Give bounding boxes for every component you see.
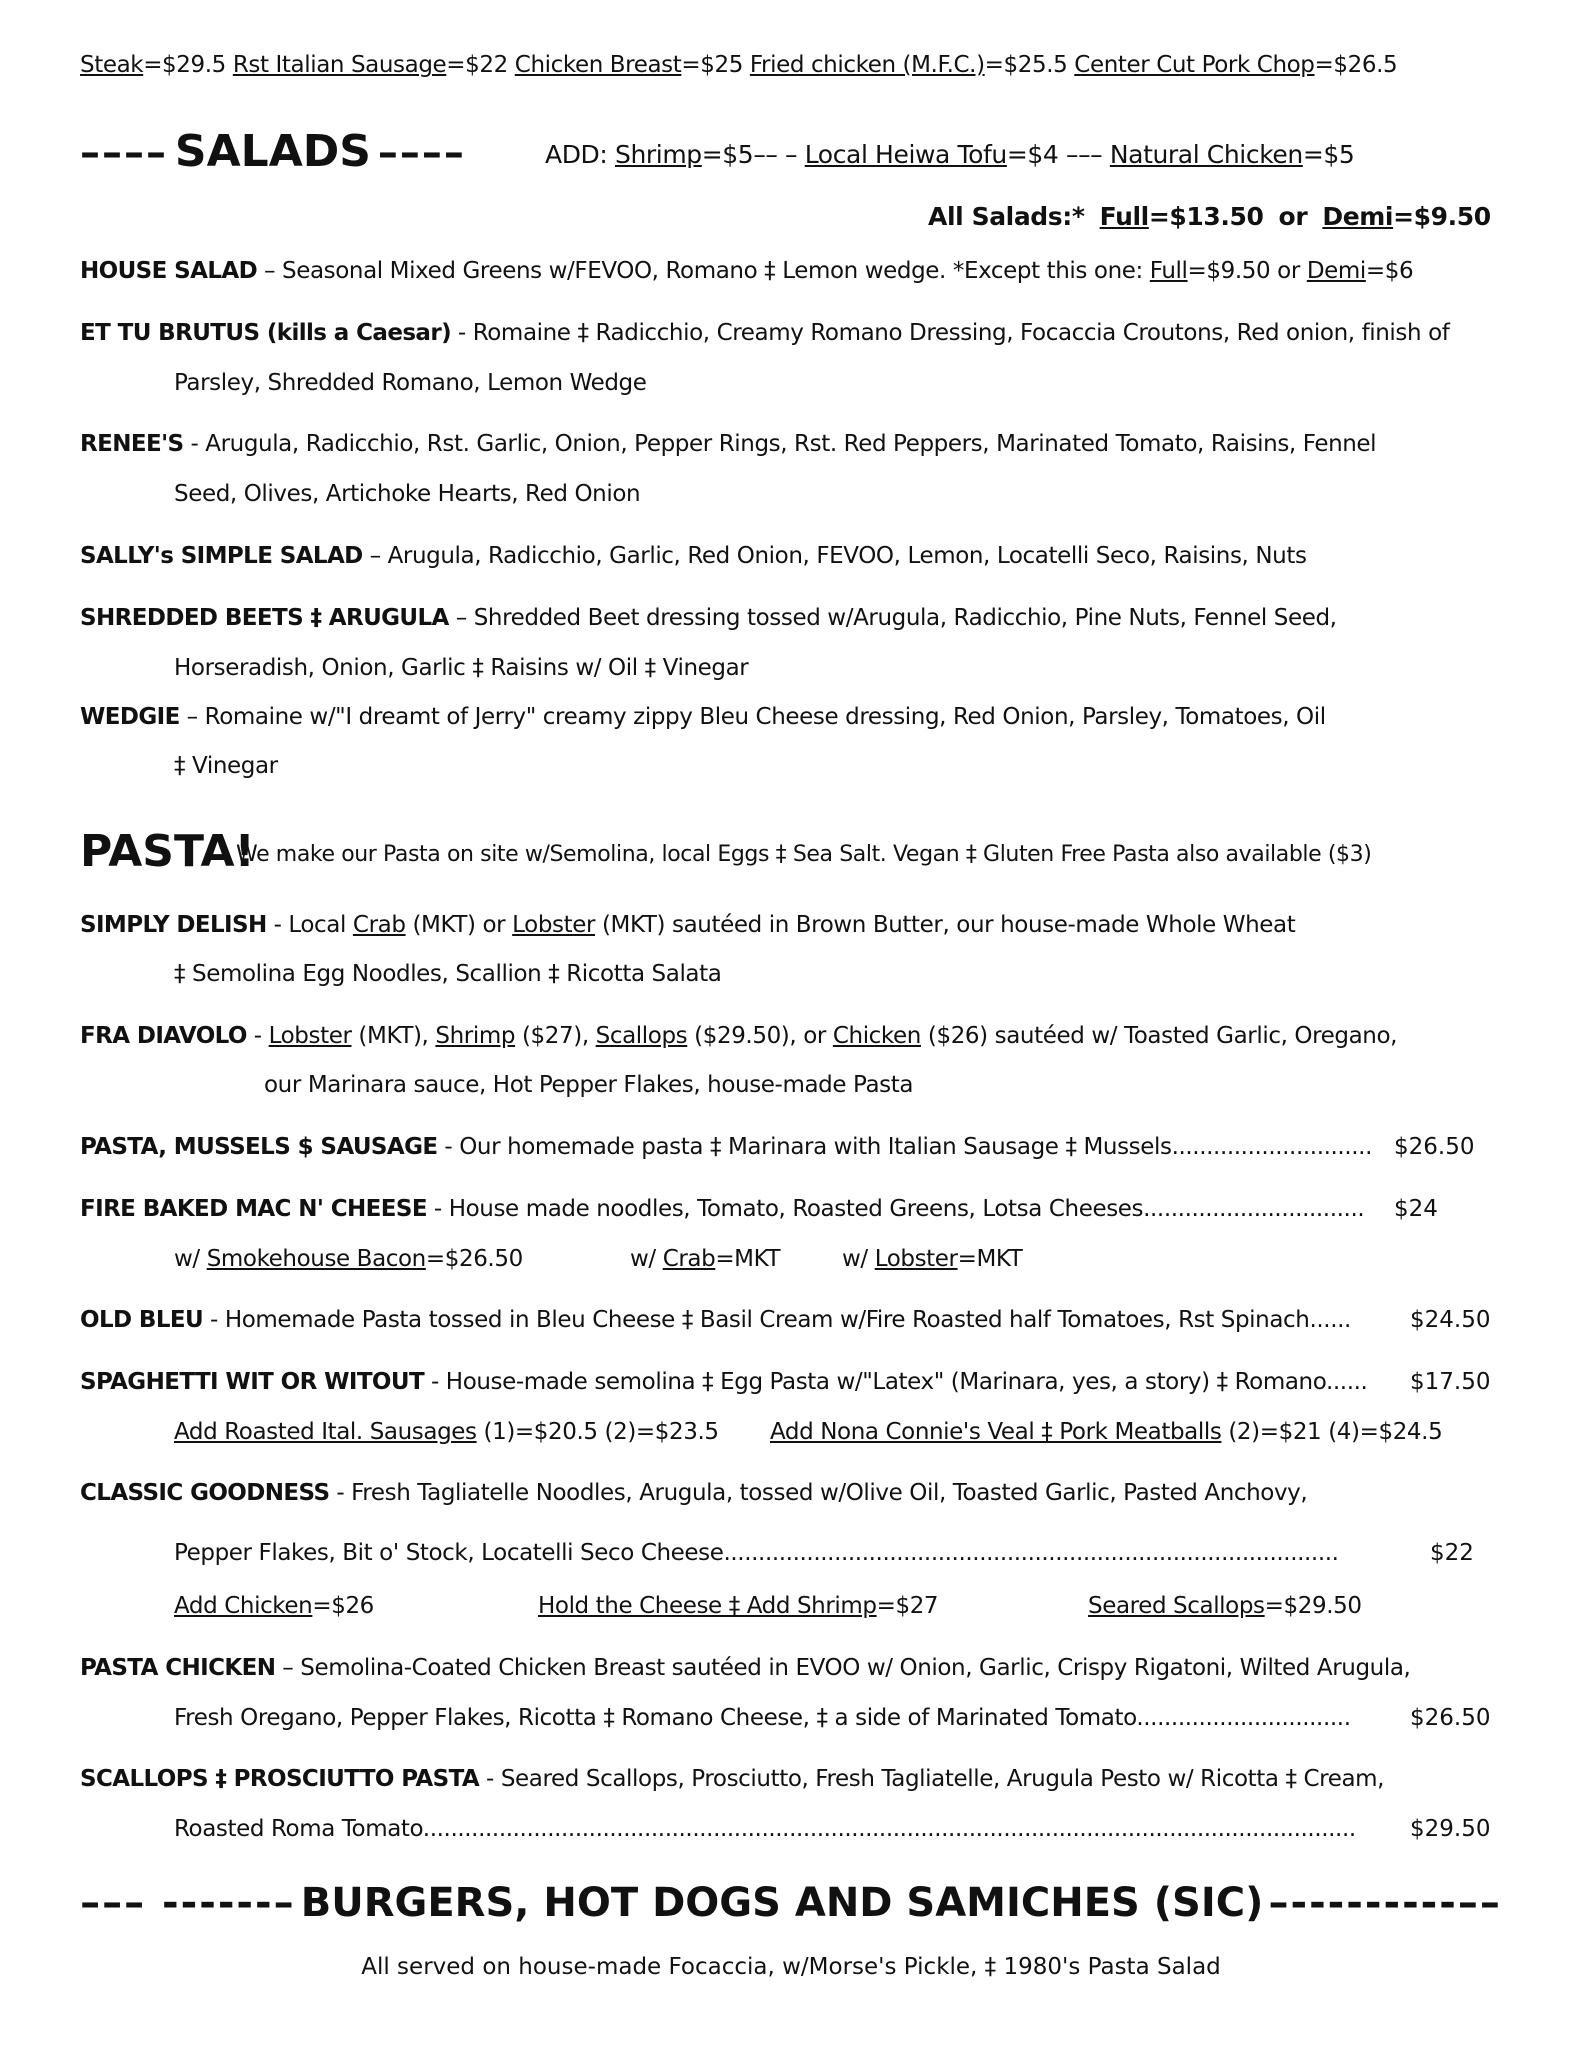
fra-diavolo-shrimp: Shrimp: [435, 1023, 516, 1049]
burgers-dash-left: ––– ------–: [80, 1880, 296, 1926]
burgers-subtitle: All served on house-made Focaccia, w/Morse's Pickle, ‡ 1980's Pasta Salad: [361, 1954, 1221, 1980]
beets-desc: – Shredded Beet dressing tossed w/Arugula, Radicchio, Pine Nuts, Fennel Seed,: [455, 605, 1337, 631]
protein-price-line: [80, 52, 1397, 78]
spaghetti-add-sausages: [174, 1419, 719, 1445]
add-sep-2: –––: [1065, 140, 1103, 169]
add-chicken: Natural Chicken: [1109, 140, 1303, 169]
mac-crab-price: =MKT: [715, 1246, 781, 1272]
classic-add-chicken: [174, 1593, 374, 1619]
et-tu-brutus-desc: - Romaine ‡ Radicchio, Creamy Romano Dressing, Focaccia Croutons, Red onion, finish of: [457, 320, 1450, 346]
pork-chop-price: =$26.5: [1314, 52, 1398, 78]
pasta-chicken: [80, 1655, 1410, 1681]
classic-desc: - Fresh Tagliatelle Noodles, Arugula, tossed w/Olive Oil, Toasted Garlic, Pasted Anchovy,: [336, 1480, 1308, 1506]
classic-scallops-label: Seared Scallops: [1088, 1593, 1265, 1619]
pasta-chicken-desc: – Semolina-Coated Chicken Breast sautéed in EVOO w/ Onion, Garlic, Crispy Rigatoni, Wilted Arugula,: [282, 1655, 1411, 1681]
scallops-prosciutto-desc: - Seared Scallops, Prosciutto, Fresh Tagliatelle, Arugula Pesto w/ Ricotta ‡ Cream,: [486, 1766, 1385, 1792]
mac-bacon: Smokehouse Bacon: [206, 1246, 426, 1272]
mac-price: $24: [1394, 1196, 1438, 1222]
steak-label: Steak: [80, 52, 144, 78]
add-shrimp-price: =$5: [701, 140, 754, 169]
spaghetti: [80, 1369, 1367, 1395]
house-salad-desc: – Seasonal Mixed Greens w/FEVOO, Romano ‡ Lemon wedge.: [264, 258, 946, 284]
beets-cont: Horseradish, Onion, Garlic ‡ Raisins w/ Oil ‡ Vinegar: [174, 655, 749, 681]
classic-goodness: [80, 1480, 1307, 1506]
fra-diavolo-t3: ($29.50), or: [694, 1023, 826, 1049]
scallops-prosciutto: [80, 1766, 1384, 1792]
fra-diavolo-cont: our Marinara sauce, Hot Pepper Flakes, house-made Pasta: [264, 1072, 914, 1098]
renees-desc: - Arugula, Radicchio, Rst. Garlic, Onion, Pepper Rings, Rst. Red Peppers, Marinated Tomato, Raisins, Fennel: [190, 431, 1377, 457]
spaghetti-add-sausages-label: Add Roasted Ital. Sausages: [174, 1419, 477, 1445]
wedgie-desc: – Romaine w/"I dreamt of Jerry" creamy zippy Bleu Cheese dressing, Red Onion, Parsley, Tomatoes, Oil: [186, 704, 1326, 730]
mac-n-cheese: [80, 1196, 1364, 1222]
mac-w3: w/: [842, 1246, 868, 1272]
fried-chicken-label: Fried chicken (M.F.C.): [749, 52, 985, 78]
simply-delish-mid1: (MKT) or: [412, 912, 506, 938]
simply-delish-cont: ‡ Semolina Egg Noodles, Scallion ‡ Ricotta Salata: [174, 961, 722, 987]
renees-cont: Seed, Olives, Artichoke Hearts, Red Onion: [174, 481, 641, 507]
classic-scallops-price: =$29.50: [1264, 1593, 1362, 1619]
mac-desc: - House made noodles, Tomato, Roasted Greens, Lotsa Cheeses................................: [433, 1196, 1365, 1222]
mac-lobster: Lobster: [874, 1246, 958, 1272]
fra-diavolo: [80, 1023, 1397, 1049]
house-salad: [80, 258, 1413, 284]
all-salads-or: or: [1278, 202, 1308, 231]
house-salad-name: HOUSE SALAD: [80, 258, 258, 284]
et-tu-brutus: [80, 320, 1449, 346]
fra-diavolo-dash: -: [253, 1023, 262, 1049]
mac-crab: Crab: [662, 1246, 716, 1272]
all-salads-label: All Salads:*: [928, 202, 1085, 231]
pasta-mussels-sausage: [80, 1134, 1372, 1160]
classic-hold-cheese: [538, 1593, 938, 1619]
chicken-breast-label: Chicken Breast: [514, 52, 682, 78]
wedgie-salad: [80, 704, 1326, 730]
classic-scallops: [1088, 1593, 1362, 1619]
sallys-salad: [80, 543, 1307, 569]
fra-diavolo-t2: ($27),: [521, 1023, 589, 1049]
pasta-title: PASTA!: [80, 826, 255, 877]
old-bleu: [80, 1307, 1351, 1333]
classic-cont: Pepper Flakes, Bit o' Stock, Locatelli Seco Cheese.........................................................................................: [174, 1540, 1339, 1566]
pasta-chicken-name: PASTA CHICKEN: [80, 1655, 276, 1681]
pasta-chicken-cont: Fresh Oregano, Pepper Flakes, Ricotta ‡ Romano Cheese, ‡ a side of Marinated Tomato...............................: [174, 1705, 1351, 1731]
mussels-desc: - Our homemade pasta ‡ Marinara with Italian Sausage ‡ Mussels.............................: [444, 1134, 1372, 1160]
classic-hold-label: Hold the Cheese ‡ Add Shrimp: [538, 1593, 877, 1619]
simply-delish-crab: Crab: [352, 912, 406, 938]
burgers-heading: [0, 1880, 1582, 1926]
all-salads-pricing: [928, 202, 1491, 231]
salads-dash-left: ––––: [80, 130, 168, 176]
all-salads-full-price: =$13.50: [1148, 202, 1264, 231]
mac-name: FIRE BAKED MAC N' CHEESE: [80, 1196, 427, 1222]
add-label: ADD:: [545, 140, 608, 169]
fra-diavolo-t4: ($26) sautéed w/ Toasted Garlic, Oregano,: [927, 1023, 1398, 1049]
fra-diavolo-lobster: Lobster: [268, 1023, 352, 1049]
renees-name: RENEE'S: [80, 431, 184, 457]
spaghetti-name: SPAGHETTI WIT OR WITOUT: [80, 1369, 425, 1395]
burgers-title: BURGERS, HOT DOGS AND SAMICHES (SIC): [300, 1880, 1264, 1926]
classic-add-chicken-label: Add Chicken: [174, 1593, 313, 1619]
spaghetti-desc: - House-made semolina ‡ Egg Pasta w/"Latex" (Marinara, yes, a story) ‡ Romano......: [430, 1369, 1368, 1395]
all-salads-demi-label: Demi: [1322, 202, 1394, 231]
mac-lobster-price: =MKT: [957, 1246, 1023, 1272]
all-salads-full-label: Full: [1099, 202, 1149, 231]
renees-salad: [80, 431, 1376, 457]
house-salad-full-price: =$9.50 or: [1187, 258, 1300, 284]
scallops-prosciutto-name: SCALLOPS ‡ PROSCIUTTO PASTA: [80, 1766, 480, 1792]
classic-name: CLASSIC GOODNESS: [80, 1480, 330, 1506]
scallops-prosciutto-cont: Roasted Roma Tomato.......................................................................................................................................: [174, 1816, 1356, 1842]
sausage-label: Rst Italian Sausage: [232, 52, 447, 78]
pasta-heading: [80, 826, 255, 877]
fra-diavolo-chicken: Chicken: [832, 1023, 921, 1049]
spaghetti-add-sausages-price: (1)=$20.5 (2)=$23.5: [483, 1419, 719, 1445]
sallys-name: SALLY's SIMPLE SALAD: [80, 543, 363, 569]
salads-title: SALADS: [174, 126, 371, 177]
mac-add-lobster: [842, 1246, 1022, 1272]
old-bleu-desc: - Homemade Pasta tossed in Bleu Cheese ‡ Basil Cream w/Fire Roasted half Tomatoes, Rst Spinach......: [210, 1307, 1351, 1333]
mussels-price: $26.50: [1394, 1134, 1475, 1160]
pasta-chicken-price: $26.50: [1410, 1705, 1491, 1731]
mac-w2: w/: [630, 1246, 656, 1272]
pasta-intro: We make our Pasta on site w/Semolina, local Eggs ‡ Sea Salt. Vegan ‡ Gluten Free Pasta also available ($3): [236, 842, 1372, 867]
simply-delish-name: SIMPLY DELISH: [80, 912, 267, 938]
et-tu-brutus-cont: Parsley, Shredded Romano, Lemon Wedge: [174, 370, 647, 396]
simply-delish-mid2: (MKT) sautéed in Brown Butter, our house-made Whole Wheat: [601, 912, 1296, 938]
wedgie-cont: ‡ Vinegar: [174, 753, 278, 779]
simply-delish: [80, 912, 1295, 938]
beets-name: SHREDDED BEETS ‡ ARUGULA: [80, 605, 449, 631]
fra-diavolo-name: FRA DIAVOLO: [80, 1023, 247, 1049]
sausage-price: =$22: [446, 52, 508, 78]
house-salad-demi-label: Demi: [1306, 258, 1366, 284]
add-shrimp: Shrimp: [614, 140, 702, 169]
house-salad-demi-price: =$6: [1365, 258, 1414, 284]
et-tu-brutus-name: ET TU BRUTUS (kills a Caesar): [80, 320, 451, 346]
pork-chop-label: Center Cut Pork Chop: [1074, 52, 1315, 78]
mac-add-crab: [630, 1246, 780, 1272]
mac-add-bacon: [174, 1246, 523, 1272]
mac-w1: w/: [174, 1246, 200, 1272]
fra-diavolo-scallops: Scallops: [595, 1023, 688, 1049]
beets-salad: [80, 605, 1337, 631]
classic-hold-price: =$27: [876, 1593, 939, 1619]
classic-add-chicken-price: =$26: [312, 1593, 374, 1619]
fried-chicken-price: =$25.5: [984, 52, 1068, 78]
add-sep-1: –– –: [753, 140, 798, 169]
simply-delish-pre: - Local: [273, 912, 346, 938]
wedgie-name: WEDGIE: [80, 704, 180, 730]
spaghetti-add-meatballs: [770, 1419, 1442, 1445]
steak-price: =$29.5: [143, 52, 226, 78]
chicken-breast-price: =$25: [681, 52, 743, 78]
spaghetti-price: $17.50: [1410, 1369, 1491, 1395]
add-chicken-price: =$5: [1302, 140, 1355, 169]
sallys-desc: – Arugula, Radicchio, Garlic, Red Onion, FEVOO, Lemon, Locatelli Seco, Raisins, Nuts: [369, 543, 1307, 569]
house-salad-full-label: Full: [1149, 258, 1188, 284]
mac-bacon-price: =$26.50: [425, 1246, 523, 1272]
simply-delish-lobster: Lobster: [512, 912, 596, 938]
all-salads-demi-price: =$9.50: [1393, 202, 1491, 231]
salads-heading: [80, 126, 466, 177]
scallops-prosciutto-price: $29.50: [1410, 1816, 1491, 1842]
burgers-dash-right: –---------––: [1268, 1880, 1502, 1926]
spaghetti-add-meatballs-price: (2)=$21 (4)=$24.5: [1228, 1419, 1443, 1445]
house-salad-except: *Except this one:: [952, 258, 1143, 284]
add-tofu-price: =$4: [1006, 140, 1059, 169]
salads-add-ons: [545, 140, 1354, 169]
old-bleu-name: OLD BLEU: [80, 1307, 204, 1333]
old-bleu-price: $24.50: [1410, 1307, 1491, 1333]
salads-dash-mid: ––––: [377, 130, 466, 176]
mussels-name: PASTA, MUSSELS $ SAUSAGE: [80, 1134, 438, 1160]
fra-diavolo-t1: (MKT),: [358, 1023, 429, 1049]
spaghetti-add-meatballs-label: Add Nona Connie's Veal ‡ Pork Meatballs: [770, 1419, 1222, 1445]
add-tofu: Local Heiwa Tofu: [804, 140, 1007, 169]
classic-price: $22: [1430, 1540, 1474, 1566]
